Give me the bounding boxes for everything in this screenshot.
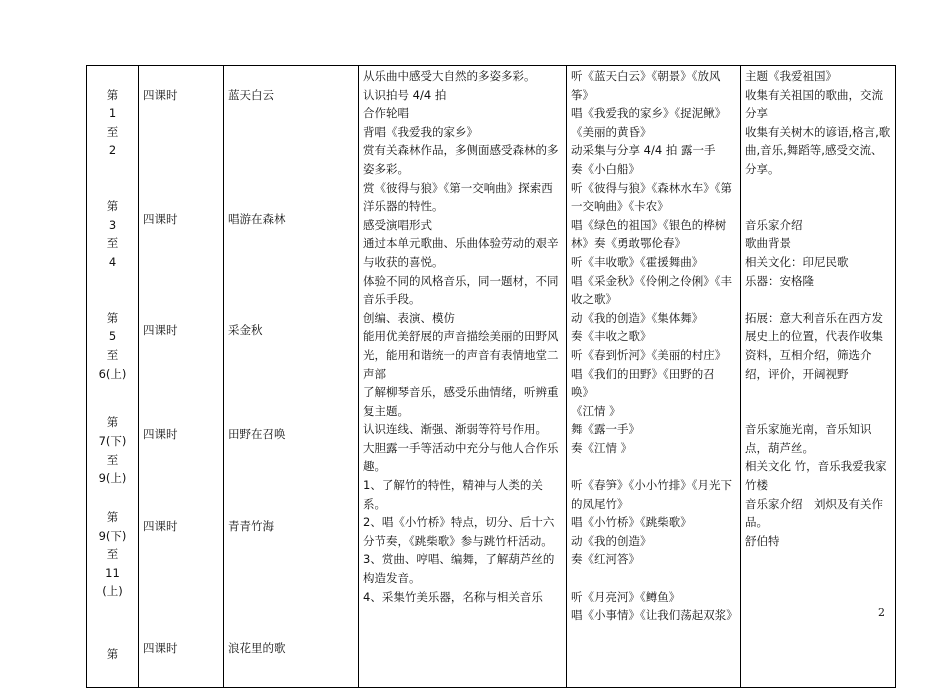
unit-title-4: 田野在召唤 <box>228 427 286 442</box>
unit-title-cell <box>224 66 359 688</box>
week-range-2: 第 3 至 4 <box>106 199 119 269</box>
class-hours-3: 四课时 <box>143 322 178 337</box>
class-hours-1: 四课时 <box>143 87 178 102</box>
table-row <box>87 66 896 688</box>
teaching-content-cell: 听《蓝天白云》《朝景》《放风筝》 唱《我爱我的家乡》《捉泥鳅》 《美丽的黄昏》 动采集与分享 4/4 拍 露一手 奏《小白船》 听《彼得与狼》《森林水车》《第一交响曲》《卡农》 唱《绿色的祖国》《银色的桦树林》奏《勇敢鄂伦春》 听《丰收歌》《霍援舞曲》 唱《采金秋》《伶俐之伶俐》《丰收之歌》 动《我的创造》《集体舞》 奏《丰收之歌》 听《春到忻河》《美丽的村庄》 唱《我们的田野》《田野的召唤》 《江情 》 舞《露一手》 奏《江情 》 听《春笋》《小小竹排》《月光下的凤尾竹》 唱《小竹桥》《跳柴歌》 动《我的创造》 奏《红河答》 听《月亮河》《鳟鱼》 唱《小事情》《让我们荡起双浆》 <box>567 66 741 688</box>
unit-title-6: 浪花里的歌 <box>228 640 286 655</box>
unit-title-2: 唱游在森林 <box>228 212 286 227</box>
week-range-3: 第 5 至 6(上) <box>98 310 127 381</box>
unit-title-1: 蓝天白云 <box>228 87 274 102</box>
week-range-4: 第 7(下) 至 9(上) <box>98 415 127 486</box>
class-hours-2: 四课时 <box>143 212 178 227</box>
notes-cell: 主题《我爱祖国》 收集有关祖国的歌曲，交流分享 收集有关树木的谚语,格言,歌曲,音乐,舞蹈等,感受交流、分享。 音乐家介绍 歌曲背景 相关文化：印尼民歌 乐器：安格隆 拓展：意大利音乐在西方发展史上的位置，代表作收集资料，互相介绍，筛选介绍，评价，开阔视野 音乐家施光南，音乐知识点，葫芦丝。 相关文化 竹，音乐我爱我家竹楼 音乐家介绍 刘炽及有关作品。 舒伯特 <box>741 66 896 688</box>
class-hours-4: 四课时 <box>143 427 178 442</box>
class-hours-6: 四课时 <box>143 640 178 655</box>
week-range-cell <box>87 66 139 688</box>
class-hours-5: 四课时 <box>143 518 178 533</box>
week-range-5: 第 9(下) 至 11 (上) <box>98 509 127 599</box>
page-number: 2 <box>878 606 885 619</box>
teaching-plan-table <box>86 65 896 688</box>
week-range-6: 第 <box>106 647 119 662</box>
unit-title-5: 青青竹海 <box>228 518 274 533</box>
class-hours-cell <box>139 66 224 688</box>
week-range-1: 第 1 至 2 <box>106 87 119 158</box>
teaching-goals-cell: 从乐曲中感受大自然的多姿多彩。 认识拍号 4/4 拍 合作轮唱 背唱《我爱我的家乡》 赏有关森林作品，多侧面感受森林的多姿多彩。 赏《彼得与狼》《第一交响曲》探索西洋乐器的特性。 感受演唱形式 通过本单元歌曲、乐曲体验劳动的艰辛与收获的喜悦。 体验不同的风格音乐，同一题材，不同音乐手段。 创编、表演、模仿 能用优美舒展的声音描绘美丽的田野风光，能用和谐统一的声音有表情地堂二声部 了解柳琴音乐，感受乐曲情绪，听辨重复主题。 认识连线、渐强、渐弱等符号作用。 大胆露一手等活动中充分与他人合作乐趣。 1、了解竹的特性，精神与人类的关系。 2、唱《小竹桥》特点，切分、后十六分节奏，《跳柴歌》参与跳竹杆活动。 3、赏曲、哼唱、编舞，了解葫芦丝的构造发音。 4、采集竹美乐器，名称与相关音乐 <box>359 66 567 688</box>
unit-title-3: 采金秋 <box>228 322 263 337</box>
